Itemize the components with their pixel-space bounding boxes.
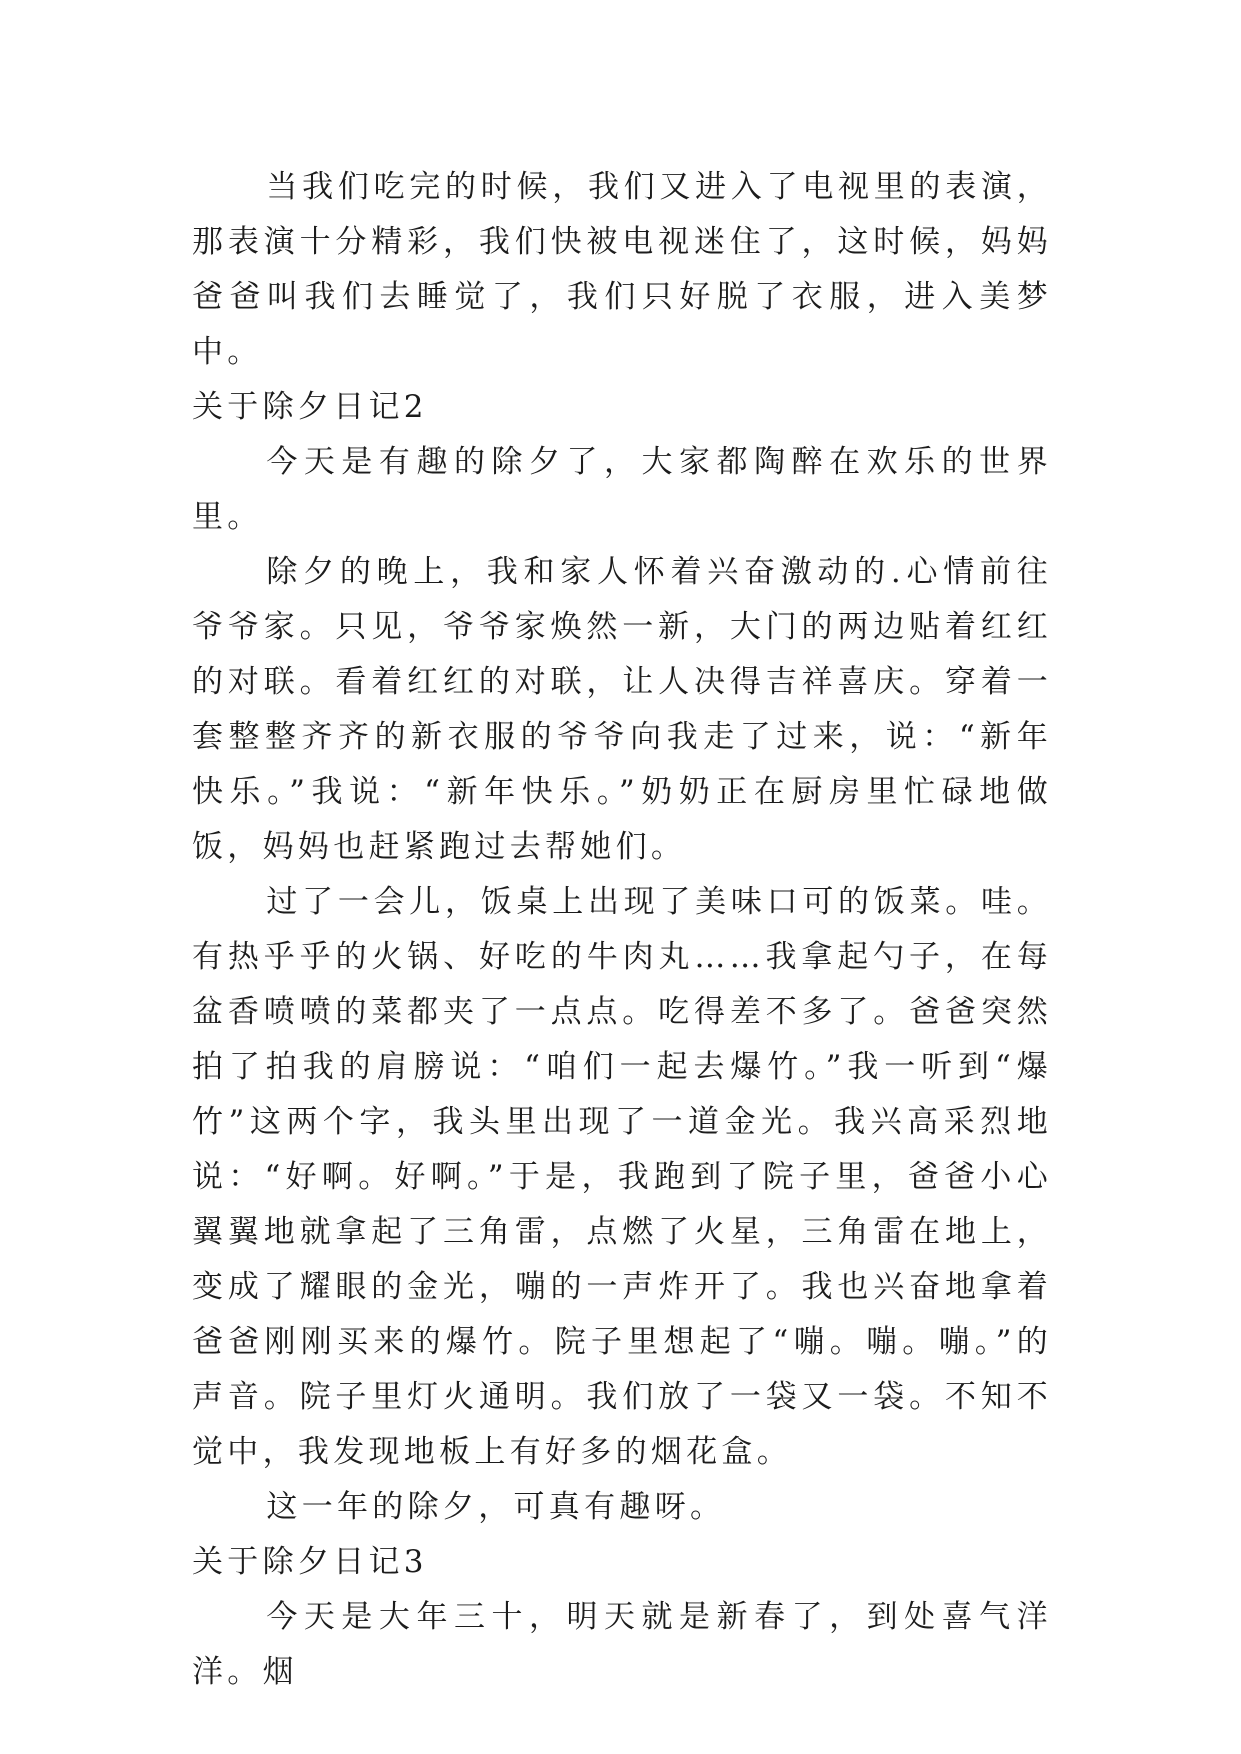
paragraph: 今天是大年三十，明天就是新春了，到处喜气洋洋。烟 <box>192 1599 1052 1690</box>
paragraph: 除夕的晚上，我和家人怀着兴奋激动的.心情前往爷爷家。只见，爷爷家焕然一新，大门的两边贴着红红的对联。看着红红的对联，让人决得吉祥喜庆。穿着一套整整齐齐的新衣服的爷爷向我走了过来，说：“新年快乐。”我说：“新年快乐。”奶奶正在厨房里忙碌地做饭，妈妈也赶紧跑过去帮她们。 <box>192 554 1052 865</box>
paragraph: 过了一会儿，饭桌上出现了美味口可的饭菜。哇。有热乎乎的火锅、好吃的牛肉丸……我拿起勺子，在每盆香喷喷的菜都夹了一点点。吃得差不多了。爸爸突然拍了拍我的肩膀说：“咱们一起去爆竹。”我一听到“爆竹”这两个字，我头里出现了一道金光。我兴高采烈地说：“好啊。好啊。”于是，我跑到了院子里，爸爸小心翼翼地就拿起了三角雷，点燃了火星，三角雷在地上，变成了耀眼的金光，嘣的一声炸开了。我也兴奋地拿着爸爸刚刚买来的爆竹。院子里想起了“嘣。嘣。嘣。”的声音。院子里灯火通明。我们放了一袋又一袋。不知不觉中，我发现地板上有好多的烟花盒。 <box>192 884 1052 1470</box>
document-body <box>192 160 1052 1700</box>
paragraph: 这一年的除夕，可真有趣呀。 <box>266 1489 726 1525</box>
section-heading: 关于除夕日记3 <box>192 1544 428 1580</box>
paragraph: 今天是有趣的除夕了，大家都陶醉在欢乐的世界里。 <box>192 444 1052 535</box>
paragraph: 当我们吃完的时候，我们又进入了电视里的表演，那表演十分精彩，我们快被电视迷住了，这时候，妈妈爸爸叫我们去睡觉了，我们只好脱了衣服，进入美梦中。 <box>192 169 1052 370</box>
section-heading: 关于除夕日记2 <box>192 389 428 425</box>
